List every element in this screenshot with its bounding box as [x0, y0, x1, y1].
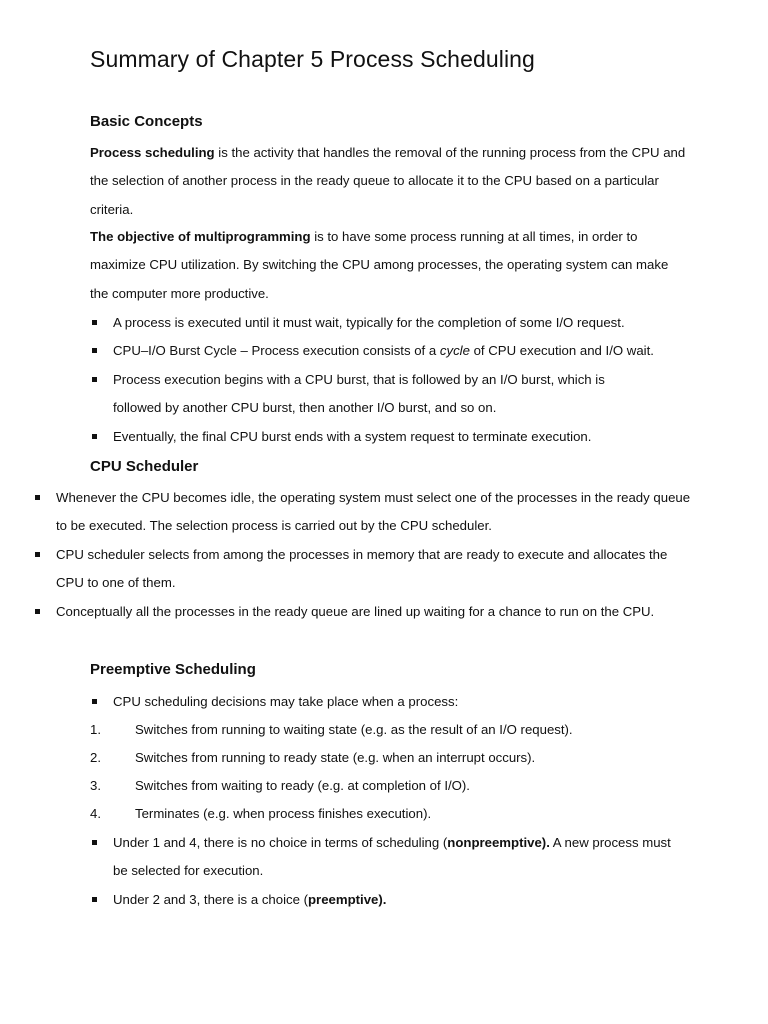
bullet-text-part: of CPU execution and I/O wait. [469, 343, 654, 358]
term-preemptive: preemptive). [308, 892, 387, 907]
bullet-marker [35, 552, 40, 557]
bullet-marker [35, 495, 40, 500]
bullet-text: Whenever the CPU becomes idle, the operating system must select one of the processes in the ready queue to be executed. The selection process is carried out by the CPU scheduler. [56, 490, 691, 534]
bullet-text: Process execution begins with a CPU burst, that is followed by an I/O burst, which is followed by another CPU burst, then another I/O burst, and so on. [113, 372, 605, 416]
bullet-text-burst-cycle [113, 337, 693, 365]
bullet-text: CPU scheduling decisions may take place when a process: [113, 694, 459, 709]
term-nonpreemptive: nonpreemptive). [447, 835, 550, 850]
bullet-marker [92, 699, 97, 704]
list-item-text: Switches from running to waiting state (e.g. as the result of an I/O request). [135, 722, 573, 737]
list-item-text: Terminates (e.g. when process finishes execution). [135, 806, 432, 821]
list-number: 1. [90, 722, 101, 737]
list-number: 2. [90, 750, 101, 765]
document-title: Summary of Chapter 5 Process Scheduling [90, 46, 535, 72]
paragraph-process-scheduling [90, 139, 690, 224]
bullet-marker [92, 348, 97, 353]
term-multiprogramming: The objective of multiprogramming [90, 229, 311, 244]
bullet-marker [92, 434, 97, 439]
bullet-text: Conceptually all the processes in the ready queue are lined up waiting for a chance to run on the CPU. [56, 604, 655, 619]
paragraph-text: is the activity that handles the removal of the running process from the CPU and the selection of another process in the ready queue to allocate it to the CPU based on a particular criteria. [90, 145, 686, 217]
bullet-text-preemptive [113, 886, 673, 914]
bullet-marker [92, 377, 97, 382]
bullet-text-part: A new process must be selected for execution. [113, 835, 671, 879]
bullet-text-part: Under 1 and 4, there is no choice in terms of scheduling ( [113, 835, 448, 850]
list-item-text: Switches from waiting to ready (e.g. at completion of I/O). [135, 778, 470, 793]
bullet-marker [92, 840, 97, 845]
term-process-scheduling: Process scheduling [90, 145, 215, 160]
bullet-text: CPU scheduler selects from among the processes in memory that are ready to execute and allocates the CPU to one of them. [56, 547, 668, 591]
bullet-marker [92, 320, 97, 325]
bullet-marker [35, 609, 40, 614]
bullet-text-nonpreemptive [113, 829, 673, 886]
bullet-marker [92, 897, 97, 902]
bullet-text-part: Under 2 and 3, there is a choice ( [113, 892, 308, 907]
heading-preemptive-scheduling: Preemptive Scheduling [90, 661, 256, 678]
paragraph-text: is to have some process running at all times, in order to maximize CPU utilization. By switching the CPU among processes, the operating system can make the computer more productive. [90, 229, 669, 301]
list-number: 3. [90, 778, 101, 793]
paragraph-multiprogramming [90, 223, 680, 308]
bullet-text: A process is executed until it must wait, typically for the completion of some I/O request. [113, 315, 625, 330]
heading-basic-concepts: Basic Concepts [90, 113, 203, 130]
emphasis-cycle: cycle [439, 343, 470, 358]
list-number: 4. [90, 806, 101, 821]
heading-cpu-scheduler: CPU Scheduler [90, 458, 199, 475]
bullet-text-part: CPU–I/O Burst Cycle – Process execution consists of a [113, 343, 440, 358]
list-item-text: Switches from running to ready state (e.g. when an interrupt occurs). [135, 750, 536, 765]
bullet-text: Eventually, the final CPU burst ends with a system request to terminate execution. [113, 429, 592, 444]
